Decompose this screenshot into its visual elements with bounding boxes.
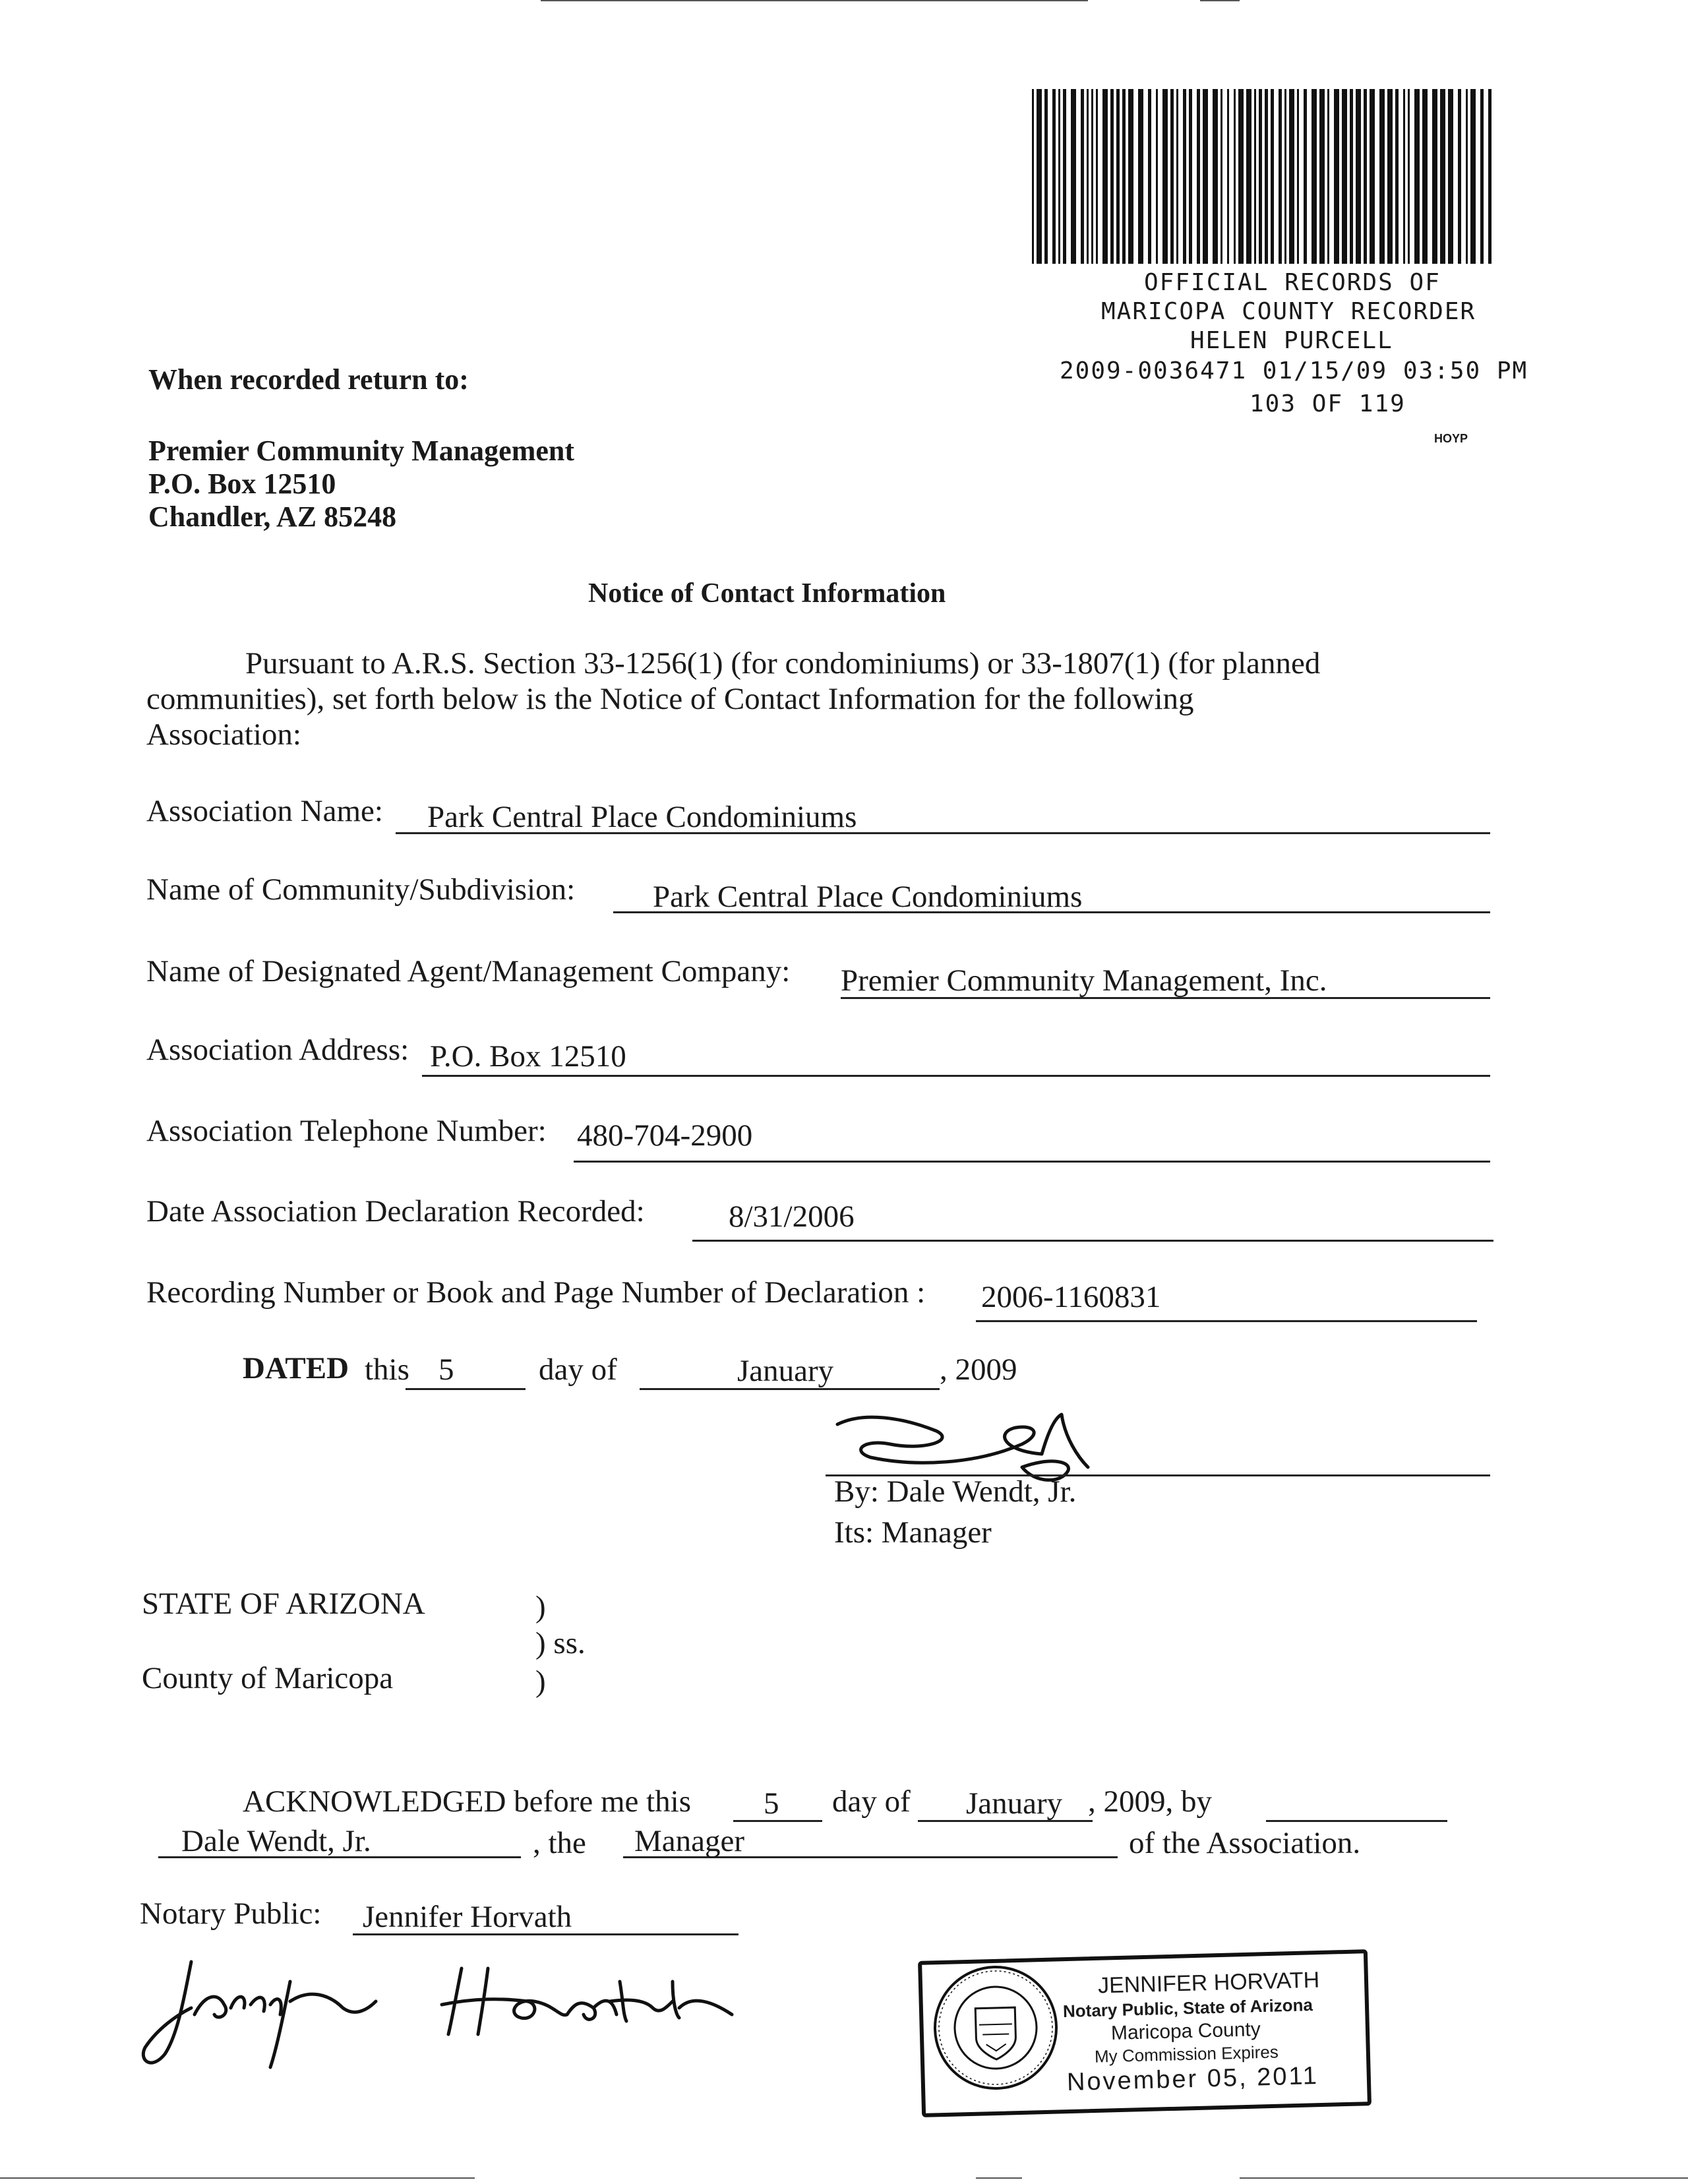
barcode-bar [1110,89,1114,264]
barcode-bar [1440,89,1445,264]
scan-edge-line [1240,2177,1688,2179]
notary-label: Notary Public: [140,1896,322,1931]
barcode-bar [1197,89,1200,264]
address-value: P.O. Box 12510 [430,1039,626,1074]
recording-label: Recording Number or Book and Page Number of Declaration : [146,1275,926,1310]
scan-edge-line [1200,0,1240,1]
return-to-box: P.O. Box 12510 [148,468,336,500]
dated-this: this [365,1352,409,1387]
recording-value: 2006-1160831 [981,1280,1161,1314]
decl-date-line [692,1240,1493,1242]
scan-edge-line [976,2177,1022,2179]
barcode-bar [1044,89,1048,264]
barcode-bar [1356,89,1361,264]
community-value: Park Central Place Condominiums [653,880,1083,914]
community-label: Name of Community/Subdivision: [146,872,576,907]
barcode-bar [1227,89,1229,264]
phone-line [574,1161,1490,1163]
barcode-bar [1458,89,1461,264]
barcode-bar [1342,89,1347,264]
dated-year: , 2009 [940,1352,1017,1387]
barcode-bar [1271,89,1274,264]
barcode-bar [1071,89,1076,264]
barcode-bar [1403,89,1405,264]
barcode-bar [1234,89,1236,264]
signatory-by: By: Dale Wendt, Jr. [834,1474,1077,1509]
notary-name: Jennifer Horvath [363,1900,572,1934]
ack-day-of: day of [832,1784,911,1819]
barcode-bar [1448,89,1453,264]
barcode-bar [1116,89,1120,264]
address-line [422,1075,1490,1077]
assoc-name-label: Association Name: [146,794,383,828]
barcode-bar [1408,89,1410,264]
phone-value: 480-704-2900 [577,1118,753,1153]
ack-the: , the [533,1826,586,1860]
return-to-city: Chandler, AZ 85248 [148,501,397,533]
barcode-bar [1379,89,1385,264]
return-to-heading: When recorded return to: [148,363,469,396]
assoc-name-value: Park Central Place Condominiums [427,800,857,834]
barcode-bar [1364,89,1367,264]
barcode-bar [1122,89,1126,264]
dated-month: January [737,1354,834,1388]
seal-line-3: Maricopa County [1110,2018,1261,2044]
barcode-bar [1096,89,1098,264]
ack-name: Dale Wendt, Jr. [181,1824,371,1858]
recorder-stamp-line5: 103 OF 119 [1250,390,1406,417]
barcode-bar [1289,89,1294,264]
barcode-bar [1284,89,1286,264]
barcode-bar [1370,89,1375,264]
ack-title: Manager [634,1824,745,1858]
dated-day: 5 [438,1352,454,1387]
ack-prefix: ACKNOWLEDGED before me this [243,1784,692,1819]
decl-date-value: 8/31/2006 [729,1199,855,1234]
scan-edge-line [541,0,1088,1]
barcode-bar [1128,89,1133,264]
intro-line-1: Pursuant to A.R.S. Section 33-1256(1) (for condominiums) or 33-1807(1) (for planned [245,646,1321,681]
seal-line-2: Notary Public, State of Arizona [1062,1995,1313,2021]
barcode-bar [1087,89,1089,264]
seal-line-4: My Commission Expires [1094,2042,1279,2067]
barcode-bar [1279,89,1282,264]
barcode-bar [1350,89,1353,264]
seal-line-5: November 05, 2011 [1066,2062,1319,2096]
recorder-stamp-line4: 2009-0036471 01/15/09 03:50 PM [1060,357,1528,384]
document-title: Notice of Contact Information [588,578,946,609]
barcode-bar [1334,89,1339,264]
barcode-bar [1246,89,1251,264]
barcode-bar [1480,89,1484,264]
barcode-bar [1254,89,1256,264]
barcode-bar [1081,89,1084,264]
barcode-bar [1213,89,1218,264]
agent-label: Name of Designated Agent/Management Company: [146,954,791,988]
barcode-bar [1238,89,1244,264]
barcode-bar [1432,89,1437,264]
recorder-stamp-code: HOYP [1434,432,1468,445]
recorder-stamp-line1: OFFICIAL RECORDS OF [1144,269,1441,296]
barcode-bar [1304,89,1307,264]
dated-label: DATED [243,1351,349,1385]
barcode-bar [1311,89,1317,264]
barcode-bar [1466,89,1468,264]
barcode-bar [1297,89,1299,264]
recording-line [976,1320,1477,1322]
barcode-bar [1470,89,1476,264]
ack-by-line [1266,1820,1447,1822]
scan-edge-line [0,2177,475,2179]
barcode-bar [1414,89,1420,264]
barcode-bar [1091,89,1093,264]
seal-name: JENNIFER HORVATH [1097,1967,1320,1999]
barcode-bar [1058,89,1060,264]
venue-county: County of Maricopa [142,1661,394,1695]
barcode-bar [1052,89,1056,264]
ack-month: January [966,1786,1063,1821]
phone-label: Association Telephone Number: [146,1114,547,1148]
return-to-name: Premier Community Management [148,435,575,467]
venue-paren-1: ) [535,1590,546,1624]
ack-of-assoc: of the Association. [1129,1826,1361,1860]
barcode-bar [1102,89,1108,264]
venue-paren-3: ) [535,1664,546,1699]
barcode-bar [1259,89,1262,264]
decl-date-label: Date Association Declaration Recorded: [146,1194,645,1228]
barcode-bar [1156,89,1158,264]
barcode-bar [1221,89,1222,264]
recorder-stamp-line2: MARICOPA COUNTY RECORDER [1101,298,1476,325]
barcode-bar [1037,89,1042,264]
intro-line-2: communities), set forth below is the Notice of Contact Information for the following [146,682,1194,716]
barcode-bar [1170,89,1174,264]
barcode-bar [1162,89,1168,264]
barcode-bar [1387,89,1393,264]
barcode-bar [1203,89,1208,264]
barcode-bar [1063,89,1066,264]
signatory-its: Its: Manager [834,1515,992,1550]
barcode-bar [1148,89,1151,264]
barcode-bar [1138,89,1143,264]
barcode-bar [1395,89,1399,264]
barcode-image [1032,89,1493,264]
barcode-bar [1319,89,1325,264]
barcode-bar [1422,89,1428,264]
venue-state: STATE OF ARIZONA [142,1587,425,1621]
intro-line-3: Association: [146,717,301,752]
ack-day: 5 [764,1786,779,1821]
barcode-bar [1265,89,1268,264]
dated-day-line [406,1388,526,1390]
barcode-bar [1189,89,1192,264]
barcode-bar [1183,89,1186,264]
notary-signature [132,1942,765,2074]
great-seal-icon [928,1960,1063,2095]
barcode-bar [1176,89,1178,264]
agent-value: Premier Community Management, Inc. [841,963,1327,998]
barcode-bar [1327,89,1329,264]
dated-day-of: day of [539,1352,617,1387]
barcode-bar [1032,89,1034,264]
recorder-stamp-line3: HELEN PURCELL [1190,327,1393,354]
address-label: Association Address: [146,1033,409,1067]
barcode-bar [1488,89,1492,264]
venue-ss: ) ss. [535,1626,586,1660]
ack-year-by: , 2009, by [1088,1784,1212,1819]
